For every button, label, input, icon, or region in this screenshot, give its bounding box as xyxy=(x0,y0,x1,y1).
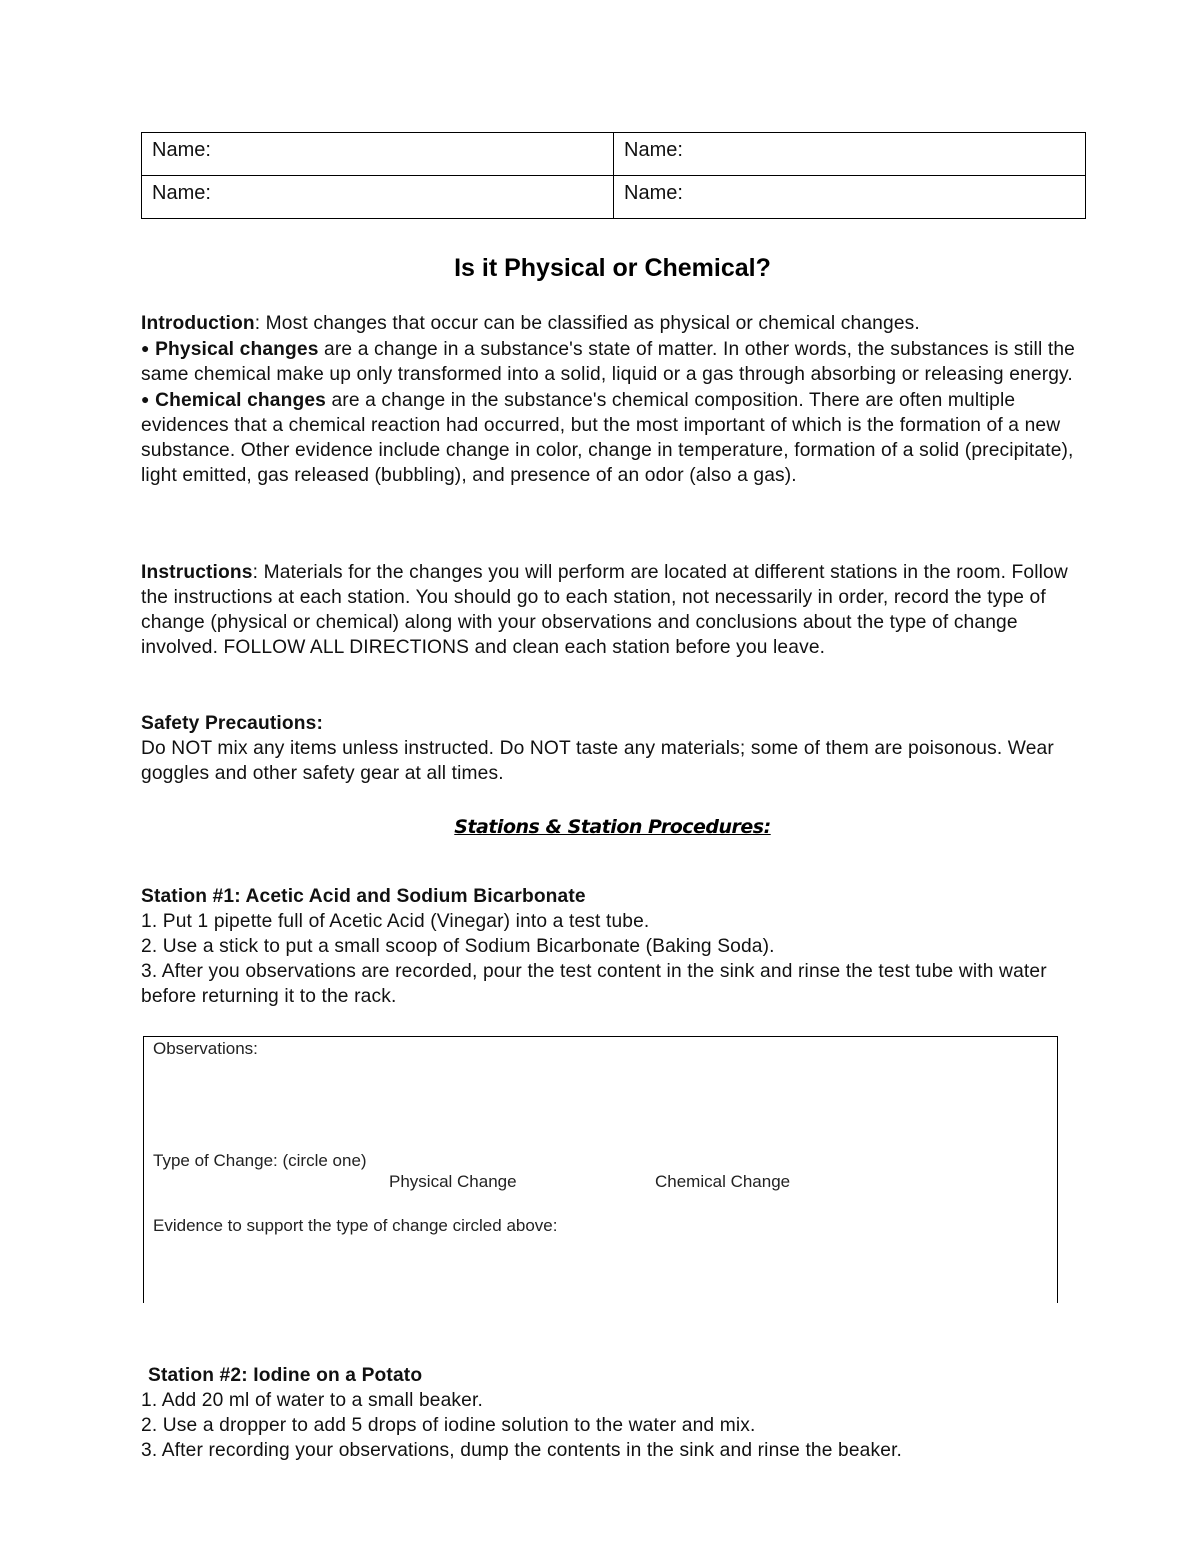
physical-label: Physical changes xyxy=(155,339,319,360)
introduction-label: Introduction xyxy=(141,313,255,334)
chemical-text: are a change in the substance's chemical composition. There are often multiple evidences that a chemical reaction had occurred, but the most important of which is the formation of a new substance. Other evidence include change in color, change in temperature, formation of a solid (precipitate), light emitted, gas released (bubbling), and presence of an odor (also a gas). xyxy=(141,390,1074,486)
name-label: Name: xyxy=(152,182,211,204)
station-1-step: 3. After you observations are recorded, pour the test content in the sink and rinse the test tube with water before returning it to the rack. xyxy=(141,961,1047,1007)
chemical-change-option[interactable]: Chemical Change xyxy=(655,1172,791,1191)
stations-heading: Stations & Station Procedures: xyxy=(454,816,771,838)
station-2-step: 2. Use a dropper to add 5 drops of iodine solution to the water and mix. xyxy=(141,1415,756,1436)
name-label: Name: xyxy=(624,139,683,161)
station-1-title xyxy=(141,884,1101,909)
station-1-title-text: Station #1: Acetic Acid and Sodium Bicarbonate xyxy=(141,886,586,907)
station-2-title-text: Station #2: Iodine on a Potato xyxy=(148,1365,423,1386)
safety-label: Safety Precautions: xyxy=(141,713,323,734)
physical-bullet xyxy=(141,336,1091,387)
station-2-step: 3. After recording your observations, dump the contents in the sink and rinse the beaker. xyxy=(141,1440,903,1461)
physical-change-option[interactable]: Physical Change xyxy=(389,1172,517,1191)
station-1-step: 2. Use a stick to put a small scoop of Sodium Bicarbonate (Baking Soda). xyxy=(141,936,775,957)
station-2-section xyxy=(148,1363,1098,1388)
physical-text: are a change in a substance's state of matter. In other words, the substances is still the same chemical make up only transformed into a solid, liquid or a gas through absorbing or releasing energy. xyxy=(141,339,1075,385)
instructions-label: Instructions xyxy=(141,562,253,583)
type-of-change-label: Type of Change: (circle one) xyxy=(153,1151,367,1170)
station-1-step: 1. Put 1 pipette full of Acetic Acid (Vinegar) into a test tube. xyxy=(141,911,650,932)
names-table xyxy=(141,132,1086,219)
station-1-section xyxy=(141,884,1101,1009)
instructions-text: : Materials for the changes you will perform are located at different stations in the room. Follow the instructions at each station. You should go to each station, not necessarily in order, record the type of change (physical or chemical) along with your observations and conclusions about the type of change involved. FOLLOW ALL DIRECTIONS and clean each station before you leave. xyxy=(141,562,1068,658)
evidence-label: Evidence to support the type of change circled above: xyxy=(153,1216,558,1235)
station-2-step: 1. Add 20 ml of water to a small beaker. xyxy=(141,1390,483,1411)
page-title: Is it Physical or Chemical? xyxy=(454,254,771,282)
name-label: Name: xyxy=(624,182,683,204)
bullet-icon: ● xyxy=(141,340,150,356)
introduction-paragraph xyxy=(141,311,1091,336)
safety-heading xyxy=(141,711,1091,736)
name-cell-1[interactable] xyxy=(142,133,614,176)
name-cell-2[interactable] xyxy=(614,133,1086,176)
instructions-section xyxy=(141,560,1091,660)
observations-label: Observations: xyxy=(153,1039,258,1058)
introduction-text: : Most changes that occur can be classified as physical or chemical changes. xyxy=(254,313,920,334)
name-label: Name: xyxy=(152,139,211,161)
bullet-icon: ● xyxy=(141,391,150,407)
chemical-bullet xyxy=(141,387,1091,488)
observation-box xyxy=(143,1036,1058,1303)
safety-section xyxy=(141,711,1091,786)
station-2-steps xyxy=(141,1388,1091,1463)
name-cell-3[interactable] xyxy=(142,176,614,219)
safety-text: Do NOT mix any items unless instructed. Do NOT taste any materials; some of them are poisonous. Wear goggles and other safety gear at all times. xyxy=(141,738,1054,784)
instructions-paragraph xyxy=(141,560,1091,660)
name-cell-4[interactable] xyxy=(614,176,1086,219)
introduction-section xyxy=(141,311,1091,488)
station-2-title xyxy=(148,1363,1098,1388)
chemical-label: Chemical changes xyxy=(155,390,326,411)
